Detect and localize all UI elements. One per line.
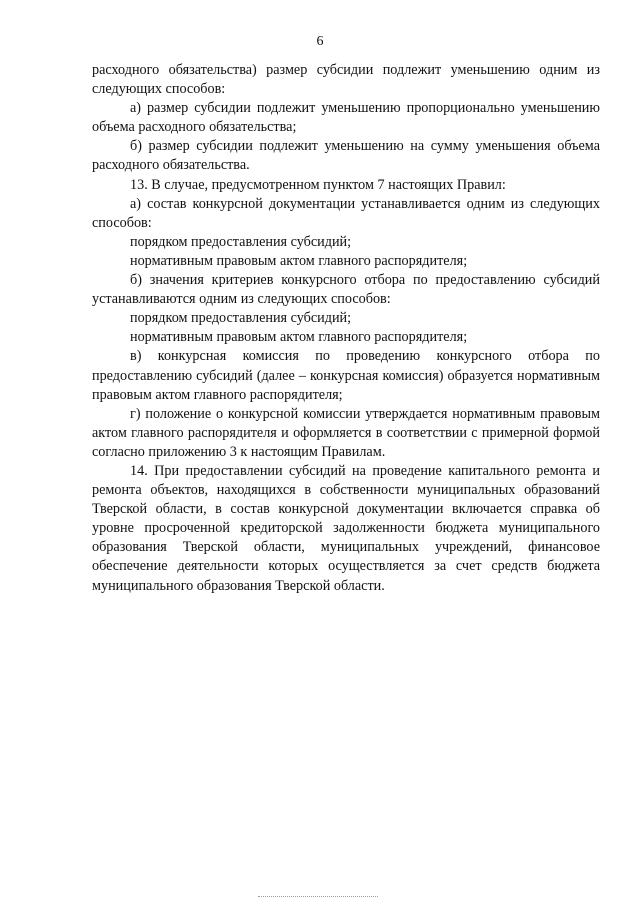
scan-artifact-line — [258, 896, 378, 899]
paragraph: нормативным правовым актом главного распорядителя; — [130, 329, 468, 346]
paragraph: а) размер субсидии подлежит уменьшению пропорционально уменьшению объема расходного обязательства; — [92, 100, 600, 136]
paragraph: 14. При предоставлении субсидий на проведение капитального ремонта и ремонта объектов, находящихся в собственности муниципальных образований Тверской области, в состав конкурсной документации включается справка об уровне просроченной кредиторской задолженности бюджета муниципального образования Тверской области, муниципальных учреждений, финансовое обеспечение деятельности которых осуществляется за счет средств бюджета муниципального образования Тверской области. — [92, 462, 600, 594]
paragraph: расходного обязательства) размер субсидии подлежит уменьшению одним из следующих способов: — [92, 62, 600, 98]
page-number: 6 — [316, 34, 324, 49]
paragraph: б) размер субсидии подлежит уменьшению на сумму уменьшения объема расходного обязательства. — [92, 138, 600, 174]
paragraph: б) значения критериев конкурсного отбора по предоставлению субсидий устанавливаются одним из следующих способов: — [92, 272, 600, 308]
paragraph: 13. В случае, предусмотренном пунктом 7 настоящих Правил: — [130, 176, 506, 193]
paragraph: порядком предоставления субсидий; — [130, 310, 352, 327]
paragraph: в) конкурсная комиссия по проведению конкурсного отбора по предоставлению субсидий (далее – конкурсная комиссия) образуется нормативным правовым актом главного распорядителя; — [92, 348, 600, 403]
paragraph: нормативным правовым актом главного распорядителя; — [130, 252, 468, 269]
paragraph: порядком предоставления субсидий; — [130, 233, 352, 250]
paragraph: а) состав конкурсной документации устанавливается одним из следующих способов: — [92, 195, 600, 231]
paragraph: г) положение о конкурсной комиссии утверждается нормативным правовым актом главного распорядителя и оформляется в соответствии с примерной формой согласно приложению 3 к настоящим Правилам. — [92, 405, 600, 460]
document-body — [92, 61, 600, 596]
